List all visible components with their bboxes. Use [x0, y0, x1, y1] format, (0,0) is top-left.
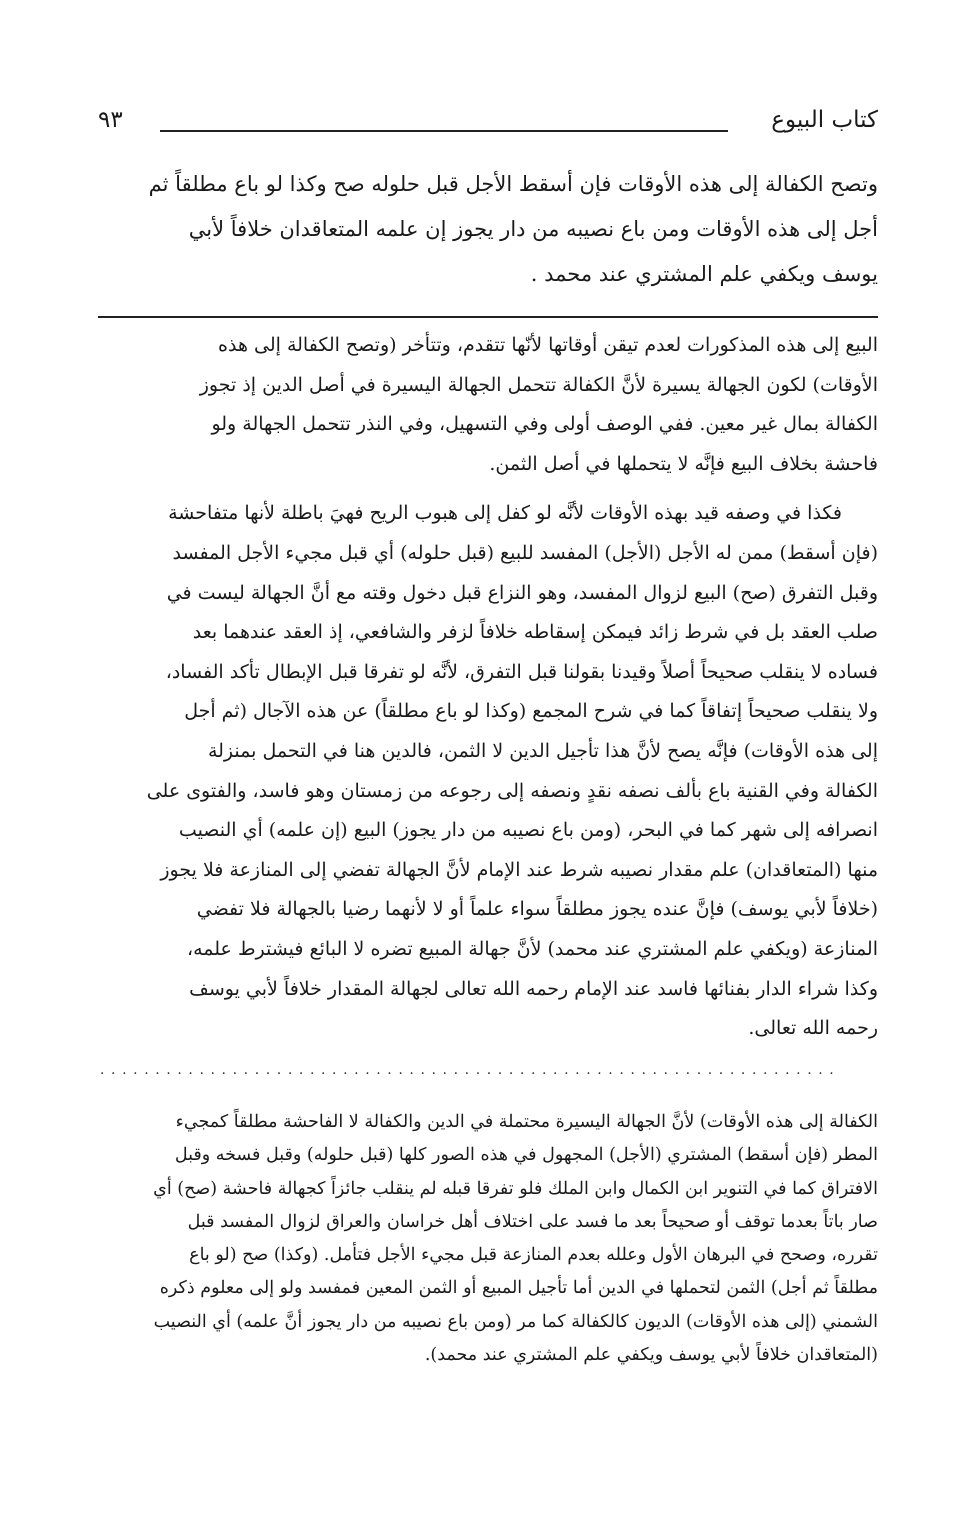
matn-paragraph: [98, 162, 878, 297]
sharh-line: البيع إلى هذه المذكورات لعدم تيقن أوقاتها لأنّها تتقدم، وتتأخر (وتصح الكفالة إلى هذه: [218, 334, 878, 356]
sharh-line: (خلافاً لأبي يوسف) فإنَّ عنده يجوز مطلقاً سواء علماً أو لا لأنهما رضيا بالجهالة فلا تفضي: [196, 898, 878, 921]
hashiya-line: الافتراق كما في التنوير ابن الكمال وابن الملك فلو تفرقا قبله لم ينقلب جائزاً كجهالة فاحشة (صح) أي: [153, 1178, 878, 1199]
sharh-line: فكذا في وصفه قيد بهذه الأوقات لأنَّه لو كفل إلى هبوب الريح فهيَ باطلة لأنها متفاحشة: [168, 502, 842, 525]
hashiya-line: المطر (فإن أسقط) المشتري (الأجل) المجهول في هذه الصور كلها (قبل حلوله) وقبل فسخه وقبل: [174, 1145, 878, 1166]
sharh-line: إلى هذه الأوقات) فإنَّه يصح لأنَّ هذا تأجيل الدين لا الثمن، فالدين هنا في التحمل بمنزلة: [207, 739, 878, 762]
hashiya-line: الشمني (إلى هذه الأوقات) الديون كالكفالة كما مر (ومن باع نصيبه من دار يجوز أنَّ علمه) أي النصيب: [153, 1311, 878, 1332]
sharh-line: الأوقات) لكون الجهالة يسيرة لأنَّ الكفالة تتحمل الجهالة اليسيرة في أصل الدين إذ تجوز: [199, 373, 878, 396]
sharh-line: انصرافه إلى شهر كما في البحر، (ومن باع نصيبه من دار يجوز) البيع (إن علمه) أي النصيب: [178, 819, 878, 842]
page-header: [98, 104, 878, 144]
matn-separator-rule: [98, 316, 878, 318]
matn-line: يوسف ويكفي علم المشتري عند محمد .: [530, 262, 878, 286]
hashiya-paragraph: [98, 1106, 878, 1372]
running-title: كتاب البيوع: [771, 107, 878, 133]
sharh-line: الكفالة وفي القنية باع بألف نصفه نقدٍ ونصفه إلى رجوعه من زمستان وهو فاسد، والفتوى على: [146, 779, 878, 802]
dotted-separator: ...................................................................: [100, 1062, 841, 1074]
sharh-line: وكذا شراء الدار بفنائها فاسد عند الإمام رحمه الله تعالى لجهالة المقدار خلافاً لأبي يوسف: [189, 977, 878, 1000]
sharh-line: (فإن أسقط) ممن له الأجل (الأجل) المفسد للبيع (قبل حلوله) أي قبل مجيء الأجل المفسد: [172, 541, 878, 564]
page-number: ٩٣: [98, 107, 123, 133]
hashiya-footnote: [98, 1106, 878, 1372]
hashiya-line: تقرره، وصحح في البرهان الأول وعلله بعدم المنازعة قبل مجيء الأجل فتأمل. (وكذا) صح (لو باع: [189, 1245, 878, 1266]
sharh-paragraph-1: [98, 326, 878, 484]
sharh-line: فاحشة بخلاف البيع فإنَّه لا يتحملها في أصل الثمن.: [489, 452, 878, 475]
sharh-line: فساده لا ينقلب صحيحاً أصلاً وقيدنا بقولنا قبل التفرق، لأنَّه لو تفرقا قبل الإبطال تأكد الفساد،: [165, 660, 878, 683]
header-rule: [160, 130, 728, 132]
matn-line: وتصح الكفالة إلى هذه الأوقات فإن أسقط الأجل قبل حلوله صح وكذا لو باع مطلقاً ثم: [148, 172, 878, 196]
hashiya-line: (المتعاقدان خلافاً لأبي يوسف ويكفي علم المشتري عند محمد).: [424, 1345, 878, 1366]
matn-text: [98, 162, 878, 297]
matn-line: أجل إلى هذه الأوقات ومن باع نصيبه من دار يجوز إن علمه المتعاقدان خلافاً لأبي: [188, 217, 878, 241]
hashiya-line: صار باتاً بعدما توقف أو صحيحاً بعد ما فسد على اختلاف أهل خراسان والعراق لزوال المفسد قبل: [187, 1211, 878, 1232]
sharh-line: رحمه الله تعالى.: [748, 1017, 878, 1040]
sharh-line: صلب العقد بل في شرط زائد فيمكن إسقاطه خلافاً لزفر والشافعي، إذ العقد عندهما بعد: [192, 621, 878, 644]
hashiya-line: مطلقاً ثم أجل) الثمن لتحملها في الدين أما تأجيل المبيع أو الثمن المعين فمفسد ولو إلى معلوم ذكره: [159, 1278, 878, 1299]
sharh-commentary: [98, 326, 878, 1049]
sharh-line: الكفالة بمال غير معين. ففي الوصف أولى وفي التسهيل، وفي النذر تتحمل الجهالة ولو: [211, 413, 878, 436]
sharh-paragraph-2: [98, 494, 878, 1048]
sharh-line: ولا ينقلب صحيحاً إتفاقاً كما في شرح المجمع (وكذا لو باع مطلقاً) عن هذه الآجال (ثم أجل: [184, 700, 878, 723]
sharh-line: المنازعة (ويكفي علم المشتري عند محمد) لأنَّ جهالة المبيع تضره لا البائع فيشترط علمه،: [186, 937, 878, 960]
sharh-line: منها (المتعاقدان) علم مقدار نصيبه شرط عند الإمام لأنَّ الجهالة تفضي إلى المنازعة فلا يجوز: [160, 858, 878, 881]
hashiya-line: الكفالة إلى هذه الأوقات) لأنَّ الجهالة اليسيرة محتملة في الدين والكفالة لا الفاحشة مطلقاً كمجيء: [175, 1112, 878, 1132]
sharh-line: وقبل التفرق (صح) البيع لزوال المفسد، وهو النزاع قبل دخول وقته مع أنَّ الجهالة ليست في: [166, 581, 878, 604]
